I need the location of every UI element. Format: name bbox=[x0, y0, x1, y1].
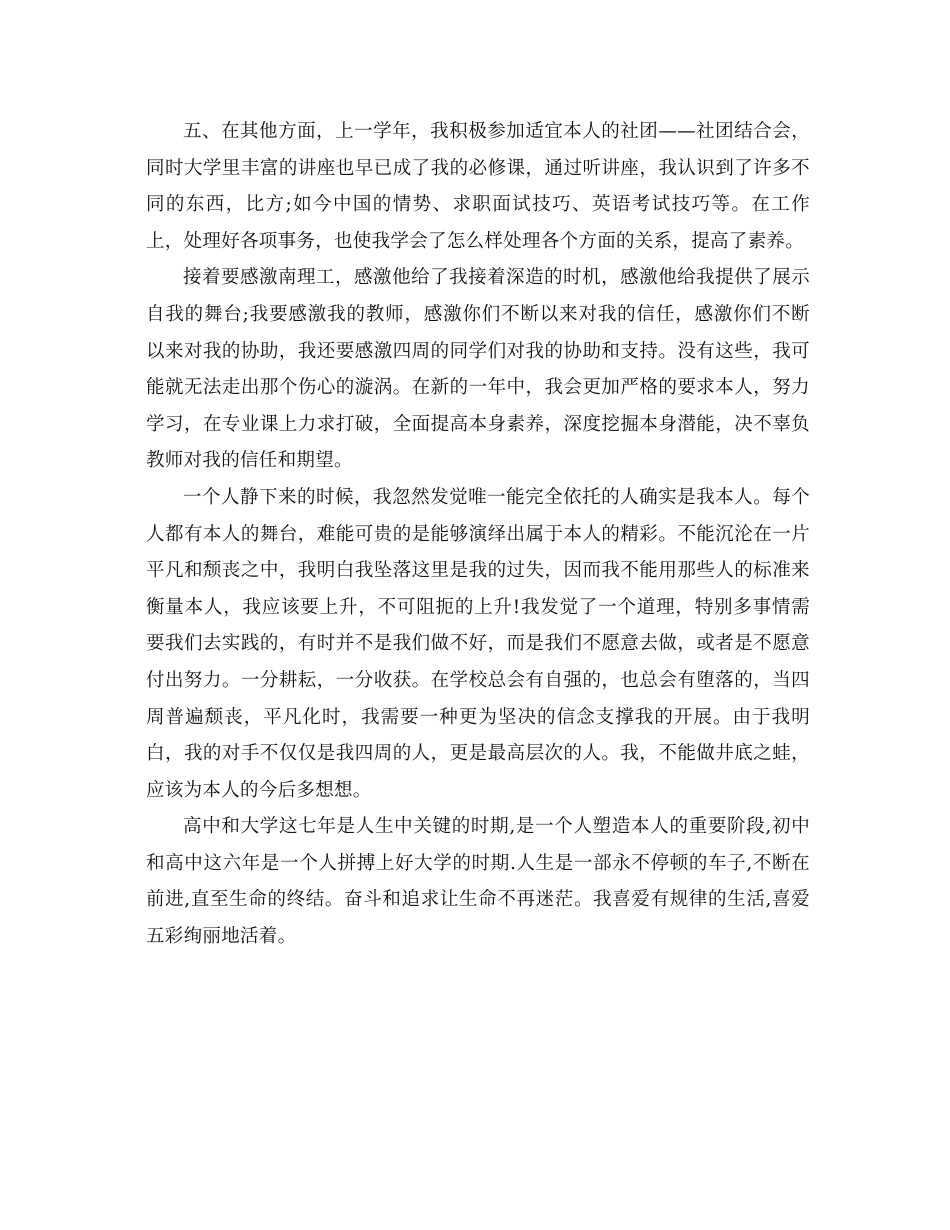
paragraph-4: 高中和大学这七年是人生中关键的时期,是一个人塑造本人的重要阶段,初中和高中这六年是一个人拼搏上好大学的时期.人生是一部永不停顿的车子,不断在前进,直至生命的终结。奋斗和追求让生命不再迷茫。我喜爱有规律的生活,喜爱五彩绚丽地活着。 bbox=[146, 816, 810, 948]
paragraph-3: 一个人静下来的时候，我忽然发觉唯一能完全依托的人确实是我本人。每个人都有本人的舞台，难能可贵的是能够演绎出属于本人的精彩。不能沉沦在一片平凡和颓丧之中，我明白我坠落这里是我的过失，因而我不能用那些人的标准来衡量本人，我应该要上升，不可阻扼的上升!我发觉了一个道理，特别多事情需要我们去实践的，有时并不是我们做不好，而是我们不愿意去做，或者是不愿意付出努力。一分耕耘，一分收获。在学校总会有自强的，也总会有堕落的，当四周普遍颓丧，平凡化时，我需要一种更为坚决的信念支撑我的开展。由于我明白，我的对手不仅仅是我四周的人，更是最高层次的人。我，不能做井底之蛙，应该为本人的今后多想想。 bbox=[146, 486, 810, 801]
document-body bbox=[146, 114, 810, 956]
paragraph-2: 接着要感激南理工，感激他给了我接着深造的时机，感激他给我提供了展示自我的舞台;我要感激我的教师，感激你们不断以来对我的信任，感激你们不断以来对我的协助，我还要感激四周的同学们对我的协助和支持。没有这些，我可能就无法走出那个伤心的漩涡。在新的一年中，我会更加严格的要求本人，努力学习，在专业课上力求打破，全面提高本身素养，深度挖掘本身潜能，决不辜负教师对我的信任和期望。 bbox=[146, 267, 810, 472]
paragraph-1: 五、在其他方面，上一学年，我积极参加适宜本人的社团——社团结合会，同时大学里丰富的讲座也早已成了我的必修课，通过听讲座，我认识到了许多不同的东西，比方;如今中国的情势、求职面试技巧、英语考试技巧等。在工作上，处理好各项事务，也使我学会了怎么样处理各个方面的关系，提高了素养。 bbox=[146, 121, 810, 252]
